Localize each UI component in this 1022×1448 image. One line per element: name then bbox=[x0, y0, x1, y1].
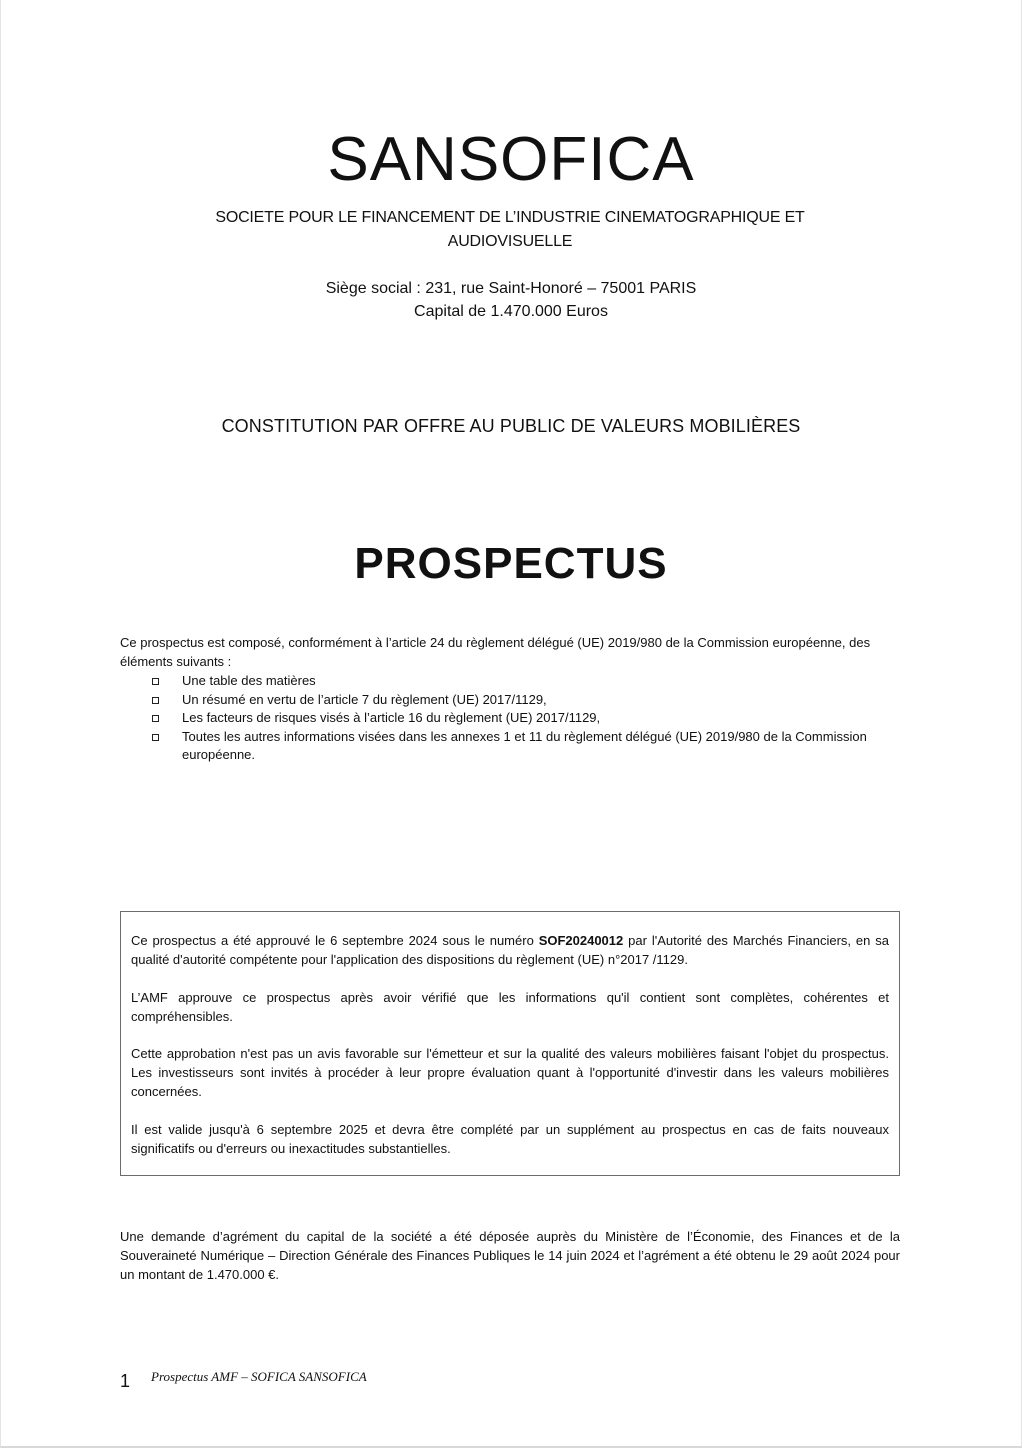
registered-office: Siège social : 231, rue Saint-Honoré – 75001 PARIS bbox=[325, 280, 697, 297]
subtitle-line-2: AUDIOVISUELLE bbox=[447, 233, 573, 250]
validity-paragraph: Il est valide jusqu'à 6 septembre 2025 et devra être complété par un supplément au prospectus en cas de faits nouveaux significatifs ou d'erreurs ou inexactitudes substantielles. bbox=[131, 1121, 889, 1156]
checkbox-bullet-icon bbox=[152, 734, 159, 741]
approval-number: SOF20240012 bbox=[538, 933, 624, 948]
footer-text: Prospectus AMF – SOFICA SANSOFICA bbox=[151, 1369, 367, 1384]
amf-approval-box bbox=[120, 911, 900, 1176]
constitution-heading: CONSTITUTION PAR OFFRE AU PUBLIC DE VALEURS MOBILIÈRES bbox=[221, 416, 801, 436]
share-capital: Capital de 1.470.000 Euros bbox=[414, 303, 608, 320]
subtitle-line-1: SOCIETE POUR LE FINANCEMENT DE L’INDUSTRIE CINEMATOGRAPHIQUE ET bbox=[215, 209, 805, 226]
company-subtitle bbox=[150, 206, 870, 254]
company-address-block bbox=[0, 277, 1022, 323]
agrement-paragraph: Une demande d’agrément du capital de la société a été déposée auprès du Ministère de l’Économie, des Finances et de la Souveraineté Numérique – Direction Générale des Finances Publiques le 14 juin 2024 et l’agrément a été obtenu le 29 août 2024 pour un montant de 1.470.000 €. bbox=[120, 1229, 900, 1282]
approval-paragraph: Ce prospectus a été approuvé le 6 septembre 2024 sous le numéro SOF20240012 par l'Autorité des Marchés Financiers, en sa qualité d'autorité compétente pour l'application des dispositions du règlement (UE) n°2017 /1129. bbox=[131, 933, 889, 967]
list-item: Les facteurs de risques visés à l’article 16 du règlement (UE) 2017/1129, bbox=[120, 709, 900, 728]
page-number: 1 bbox=[120, 1371, 131, 1391]
list-item: Toutes les autres informations visées dans les annexes 1 et 11 du règlement délégué (UE) 2019/980 de la Commission européenne. bbox=[120, 728, 900, 765]
company-title: SANSOFICA bbox=[327, 125, 695, 194]
checkbox-bullet-icon bbox=[152, 697, 159, 704]
prospectus-title: PROSPECTUS bbox=[354, 539, 668, 588]
contents-list bbox=[120, 672, 900, 765]
list-item: Une table des matières bbox=[120, 672, 900, 691]
list-item: Un résumé en vertu de l’article 7 du règlement (UE) 2017/1129, bbox=[120, 691, 900, 710]
checkbox-bullet-icon bbox=[152, 678, 159, 685]
disclaimer-paragraph: Cette approbation n'est pas un avis favorable sur l'émetteur et sur la qualité des valeurs mobilières faisant l'objet du prospectus. Les investisseurs sont invités à procéder à leur propre évaluation quant à l'opportunité d'investir dans les valeurs mobilières concernées. bbox=[131, 1046, 889, 1099]
checkbox-bullet-icon bbox=[152, 715, 159, 722]
intro-paragraph: Ce prospectus est composé, conformément à l’article 24 du règlement délégué (UE) 2019/980 de la Commission européenne, des éléments suivants : bbox=[120, 635, 871, 669]
verification-paragraph: L’AMF approuve ce prospectus après avoir vérifié que les informations qu'il contient sont complètes, cohérentes et compréhensibles. bbox=[131, 989, 889, 1024]
